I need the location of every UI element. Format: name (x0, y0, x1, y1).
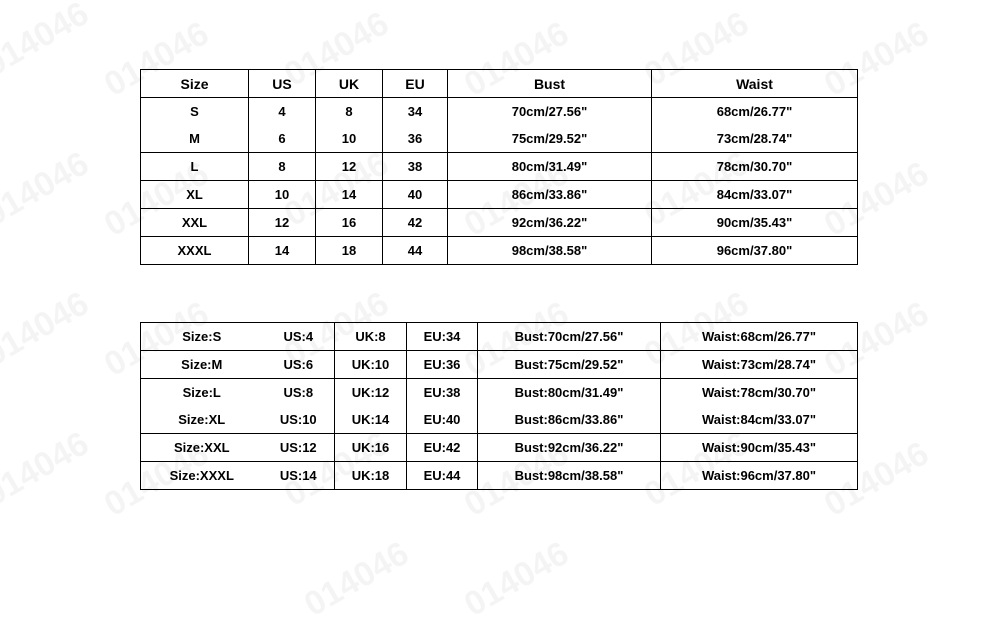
cell-eu: EU:38 (407, 379, 478, 407)
cell-size: XXXL (141, 237, 249, 265)
cell-uk: UK:12 (335, 379, 407, 407)
table-row (141, 406, 858, 434)
cell-eu: EU:44 (407, 462, 478, 490)
cell-uk: UK:18 (335, 462, 407, 490)
cell-eu: 42 (383, 209, 448, 237)
cell-bust: Bust:80cm/31.49" (478, 379, 661, 407)
cell-waist: Waist:78cm/30.70" (661, 379, 858, 407)
watermark (298, 534, 416, 625)
cell-size: Size:M (141, 351, 263, 379)
header-us: US (249, 70, 316, 98)
table-row (141, 98, 858, 126)
header-size: Size (141, 70, 249, 98)
cell-us: 12 (249, 209, 316, 237)
cell-uk: 18 (316, 237, 383, 265)
cell-waist: 68cm/26.77" (652, 98, 858, 126)
size-chart-table-labeled (140, 322, 858, 490)
table-row (141, 351, 858, 379)
cell-size: Size:XXL (141, 434, 263, 462)
cell-bust: 98cm/38.58" (448, 237, 652, 265)
size-chart-table (140, 69, 858, 265)
cell-uk: UK:16 (335, 434, 407, 462)
cell-bust: Bust:98cm/38.58" (478, 462, 661, 490)
table-row (141, 181, 858, 209)
cell-size: S (141, 98, 249, 126)
watermark (0, 284, 96, 375)
cell-size: Size:XXXL (141, 462, 263, 490)
cell-waist: 84cm/33.07" (652, 181, 858, 209)
table-row (141, 462, 858, 490)
cell-uk: UK:8 (335, 323, 407, 351)
cell-bust: 80cm/31.49" (448, 153, 652, 181)
header-bust: Bust (448, 70, 652, 98)
cell-uk: 14 (316, 181, 383, 209)
cell-size: L (141, 153, 249, 181)
watermark (0, 424, 96, 515)
cell-size: XXL (141, 209, 249, 237)
cell-size: Size:L (141, 379, 263, 407)
cell-waist: 96cm/37.80" (652, 237, 858, 265)
cell-waist: Waist:68cm/26.77" (661, 323, 858, 351)
cell-waist: 73cm/28.74" (652, 125, 858, 153)
cell-eu: EU:40 (407, 406, 478, 434)
cell-us: 8 (249, 153, 316, 181)
cell-uk: 8 (316, 98, 383, 126)
watermark (0, 144, 96, 235)
watermark (0, 0, 96, 85)
cell-bust: 92cm/36.22" (448, 209, 652, 237)
cell-size: XL (141, 181, 249, 209)
cell-uk: 12 (316, 153, 383, 181)
cell-waist: 78cm/30.70" (652, 153, 858, 181)
cell-waist: Waist:96cm/37.80" (661, 462, 858, 490)
cell-uk: 10 (316, 125, 383, 153)
cell-bust: Bust:86cm/33.86" (478, 406, 661, 434)
cell-waist: 90cm/35.43" (652, 209, 858, 237)
cell-size: M (141, 125, 249, 153)
cell-uk: UK:14 (335, 406, 407, 434)
header-uk: UK (316, 70, 383, 98)
header-waist: Waist (652, 70, 858, 98)
cell-bust: Bust:75cm/29.52" (478, 351, 661, 379)
cell-uk: UK:10 (335, 351, 407, 379)
header-eu: EU (383, 70, 448, 98)
table-row (141, 237, 858, 265)
cell-us: US:4 (263, 323, 335, 351)
watermark (458, 534, 576, 625)
cell-us: 4 (249, 98, 316, 126)
table-row (141, 153, 858, 181)
cell-us: 10 (249, 181, 316, 209)
cell-waist: Waist:73cm/28.74" (661, 351, 858, 379)
cell-us: US:6 (263, 351, 335, 379)
cell-us: US:12 (263, 434, 335, 462)
cell-us: US:8 (263, 379, 335, 407)
cell-size: Size:S (141, 323, 263, 351)
table-row (141, 125, 858, 153)
cell-eu: 44 (383, 237, 448, 265)
cell-bust: Bust:70cm/27.56" (478, 323, 661, 351)
cell-eu: 36 (383, 125, 448, 153)
cell-eu: EU:42 (407, 434, 478, 462)
cell-us: US:10 (263, 406, 335, 434)
table-row (141, 323, 858, 351)
cell-bust: 86cm/33.86" (448, 181, 652, 209)
cell-eu: 40 (383, 181, 448, 209)
table-row (141, 209, 858, 237)
cell-us: 14 (249, 237, 316, 265)
cell-waist: Waist:90cm/35.43" (661, 434, 858, 462)
table-header-row (141, 70, 858, 98)
cell-us: US:14 (263, 462, 335, 490)
cell-eu: EU:34 (407, 323, 478, 351)
cell-size: Size:XL (141, 406, 263, 434)
table-row (141, 434, 858, 462)
cell-eu: EU:36 (407, 351, 478, 379)
cell-uk: 16 (316, 209, 383, 237)
cell-waist: Waist:84cm/33.07" (661, 406, 858, 434)
cell-eu: 38 (383, 153, 448, 181)
table-row (141, 379, 858, 407)
cell-bust: 75cm/29.52" (448, 125, 652, 153)
cell-eu: 34 (383, 98, 448, 126)
cell-bust: 70cm/27.56" (448, 98, 652, 126)
cell-us: 6 (249, 125, 316, 153)
cell-bust: Bust:92cm/36.22" (478, 434, 661, 462)
